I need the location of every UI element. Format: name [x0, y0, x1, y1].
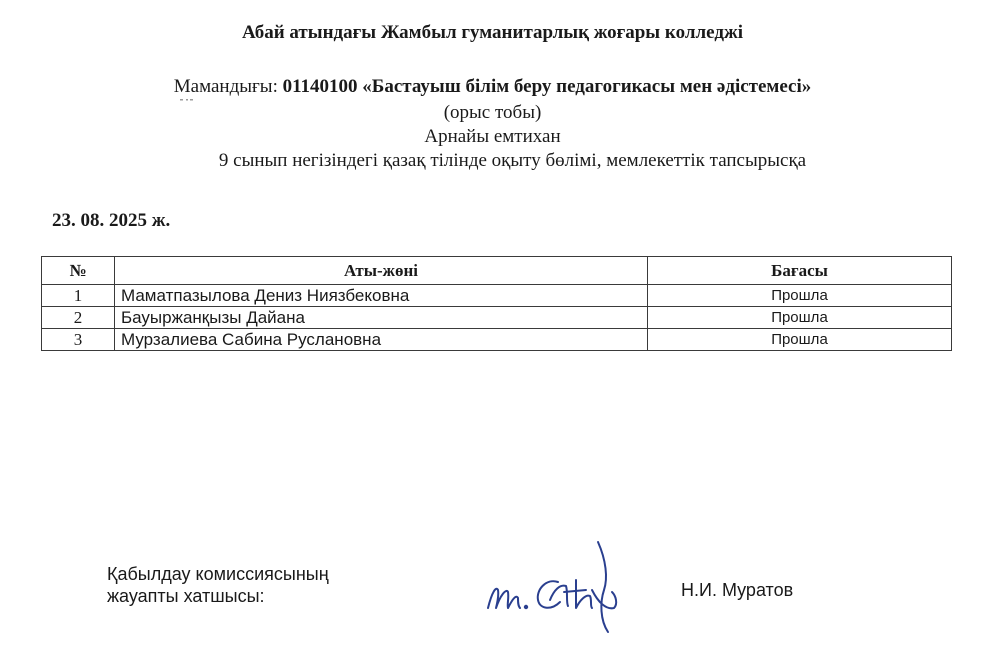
- specialty-line: [0, 76, 985, 98]
- secretary-title-line1: Қабылдау комиссиясының: [107, 564, 329, 584]
- group-label: (орыс тобы): [443, 102, 542, 123]
- results-table: [41, 256, 952, 351]
- department-line: 9 сынып негізіндегі қазақ тілінде оқыту бөлімі, мемлекеттік тапсырысқа: [218, 150, 807, 171]
- table-row: [42, 285, 952, 307]
- row-grade: Прошла: [648, 285, 952, 307]
- scan-speck: [180, 98, 194, 102]
- table-row: [42, 329, 952, 351]
- signer-name: Н.И. Муратов: [681, 580, 794, 600]
- header-number: №: [42, 257, 115, 285]
- row-grade: Прошла: [648, 307, 952, 329]
- header-grade: Бағасы: [648, 257, 952, 285]
- secretary-title-line2: жауапты хатшысы:: [107, 586, 265, 606]
- row-number: 1: [42, 285, 115, 307]
- document-date: 23. 08. 2025 ж.: [52, 210, 171, 231]
- row-number: 3: [42, 329, 115, 351]
- secretary-title: [107, 563, 329, 607]
- table-row: [42, 307, 952, 329]
- college-title: Абай атындағы Жамбыл гуманитарлық жоғары колледжі: [241, 22, 744, 43]
- header-name: Аты-жөні: [115, 257, 648, 285]
- row-name: Бауыржанқызы Дайана: [115, 307, 648, 329]
- specialty-label: Мамандығы:: [173, 76, 283, 97]
- exam-title: Арнайы емтихан: [424, 126, 561, 147]
- row-number: 2: [42, 307, 115, 329]
- row-name: Мурзалиева Сабина Руслановна: [115, 329, 648, 351]
- specialty-value: 01140100 «Бастауыш білім беру педагогикасы мен әдістемесі»: [282, 76, 812, 97]
- row-name: Маматпазылова Дениз Ниязбековна: [115, 285, 648, 307]
- row-grade: Прошла: [648, 329, 952, 351]
- table-header-row: [42, 257, 952, 285]
- handwritten-signature: [480, 530, 650, 640]
